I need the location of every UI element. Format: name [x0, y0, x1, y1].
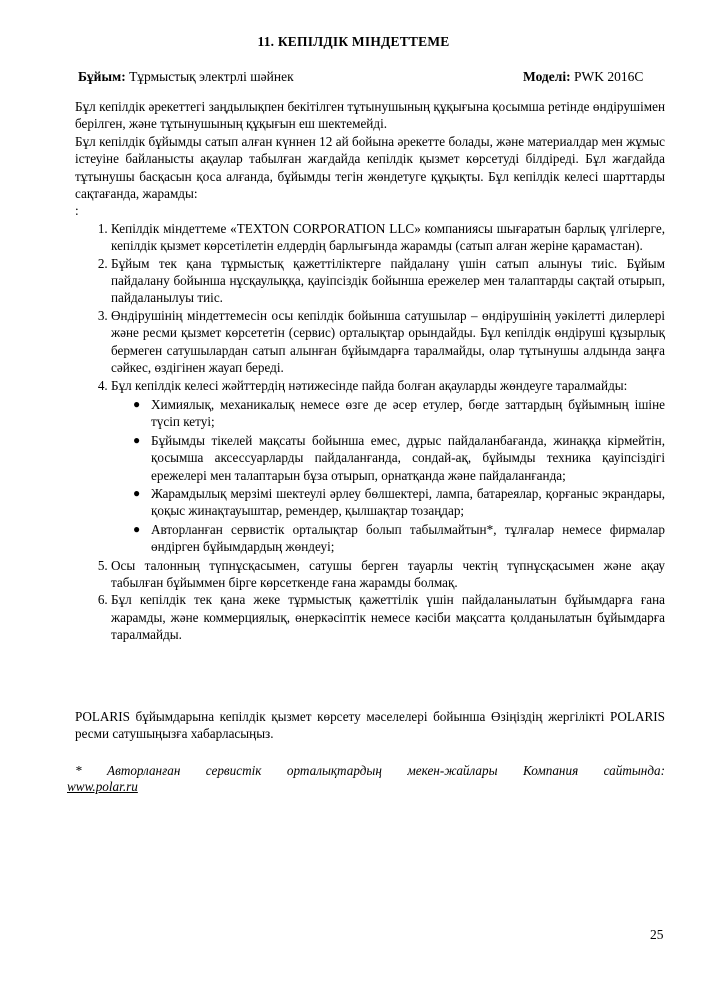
- intro-paragraph-2: Бұл кепілдік бұйымды сатып алған күннен 12 ай бойына әрекетте болады, және материалдар мен жұмыс істеуіне байланысты ақаулар табылған жағдайда кепілдік қызмет көрсетуді білдіреді. Бұл жағдайда тұтынушы басқасын қоса алғанда, бұйымды тегін жөндетуге құқықты. Бұл кепілдік келесі шарттарды сақтағанда, жарамды:: [75, 133, 665, 202]
- bullet-icon: ●: [133, 432, 141, 447]
- page-number: 25: [650, 927, 664, 942]
- condition-item-6: [111, 591, 665, 643]
- model-field: [523, 69, 643, 85]
- product-value: Тұрмыстық электрлі шәйнек: [125, 69, 294, 84]
- bullet-icon: ●: [133, 521, 141, 536]
- product-info-line: [78, 69, 678, 85]
- model-label: Моделі:: [523, 69, 571, 84]
- condition-item-1: [111, 220, 665, 255]
- condition-text: Кепілдік міндеттеме «TEXTON CORPORATION LLC» компаниясы шығаратын барлық үлгілерге, кепілдік қызмет көрсетілетін елдердің барлығында жарамды (сатып алған жеріне қарамастан).: [111, 220, 665, 254]
- exclusion-text: Бұйымды тікелей мақсаты бойынша емес, дұрыс пайдаланбағанда, жинаққа кірмейтін, қосымша аксессуарларды пайдаланғанда, сондай-ақ, бұйымды техника қауіпсіздігі ережелері мен талаптарын бұза отырып, орнатқанда және пайдаланғанда;: [151, 432, 665, 483]
- exclusion-text: Химиялық, механикалық немесе өзге де әсер етулер, бөгде заттардың бұйымның ішіне түсіп кетуі;: [151, 396, 665, 430]
- condition-item-5: [111, 557, 665, 592]
- condition-text: Өндірушінің міндеттемесін осы кепілдік бойынша сатушылар – өндірушінің уәкілетті дилерлері және ресми қызмет көрсететін (сервис) орталықтар орындайды. Бұл кепілдік өндіруші құзырлық бермеген сатушылардан сатып алынған бұйымдарға таралмайды, олар тұтынушы алдында заңға сәйкес, өздігінен жауап береді.: [111, 307, 665, 376]
- intro-colon: :: [75, 203, 79, 219]
- condition-text: Бұл кепілдік тек қана жеке тұрмыстық қажеттілік үшін пайдаланылатын бұйымдарға ғана жарамды, және коммерциялық, өнеркәсіптік немесе кәсіби мақсатта қолданылатын бұйымдарға таралмайды.: [111, 592, 665, 643]
- exclusion-text: Жарамдылық мерзімі шектеулі әрлеу бөлшектері, лампа, батареялар, қорғаныс экрандары, қоқыс жинақтауыштар, ремендер, қылшақтар тозаңдар;: [151, 485, 665, 519]
- exclusion-item-4: [133, 521, 665, 556]
- product-field: [78, 69, 294, 84]
- contact-note: POLARIS бұйымдарына кепілдік қызмет көрсету мәселелері бойынша Өзіңіздің жергілікті POLARIS ресми сатушыңызға хабарласыңыз.: [75, 709, 665, 742]
- condition-item-2: [111, 255, 665, 307]
- footnote: * Авторланған сервистік орталықтардың мекен-жайлары Компания сайтында:: [75, 763, 665, 778]
- exclusion-item-3: [133, 485, 665, 520]
- page-title: 11. КЕПІЛДІК МІНДЕТТЕМЕ: [257, 34, 450, 49]
- condition-text: Осы талонның түпнұсқасымен, сатушы берген тауарлы чектің түпнұсқасымен және ақау табылған бұйыммен бірге көрсеткенде ғана жарамды болмақ.: [111, 557, 665, 590]
- bullet-icon: ●: [133, 396, 141, 411]
- exclusion-text: Авторланған сервистік орталықтар болып табылмайтын*, тұлғалар немесе фирмалар өндірген бұйымдардың жөндеуі;: [151, 521, 665, 555]
- condition-item-3: [111, 307, 665, 377]
- conditions-list: [75, 220, 665, 644]
- model-value: PWK 2016C: [570, 69, 644, 84]
- exclusions-list: [111, 396, 665, 556]
- bullet-icon: ●: [133, 485, 141, 500]
- footnote-link[interactable]: www.polar.ru: [67, 779, 138, 794]
- product-label: Бұйым:: [78, 69, 126, 84]
- exclusion-item-2: [133, 432, 665, 484]
- condition-text: Бұл кепілдік келесі жәйттердің нәтижесінде пайда болған ақауларды жөндеуге таралмайды:: [111, 377, 628, 393]
- condition-text: Бұйым тек қана тұрмыстық қажеттіліктерге пайдалану үшін сатып алынуы тиіс. Бұйым пайдалану бойынша нұсқаулыққа, қауіпсіздік бойынша ережелер мен талаптарды сақтай отырып, пайдаланылуы тиіс.: [111, 255, 665, 306]
- exclusion-item-1: [133, 396, 665, 431]
- condition-item-4: [111, 377, 665, 556]
- intro-paragraph-1: Бұл кепілдік әрекеттегі заңдылықпен бекітілген тұтынушының құқығына қосымша ретінде өндірушімен берілген, және тұтынушының құқығын еш шектемейді.: [75, 99, 665, 132]
- warranty-body: [75, 98, 665, 644]
